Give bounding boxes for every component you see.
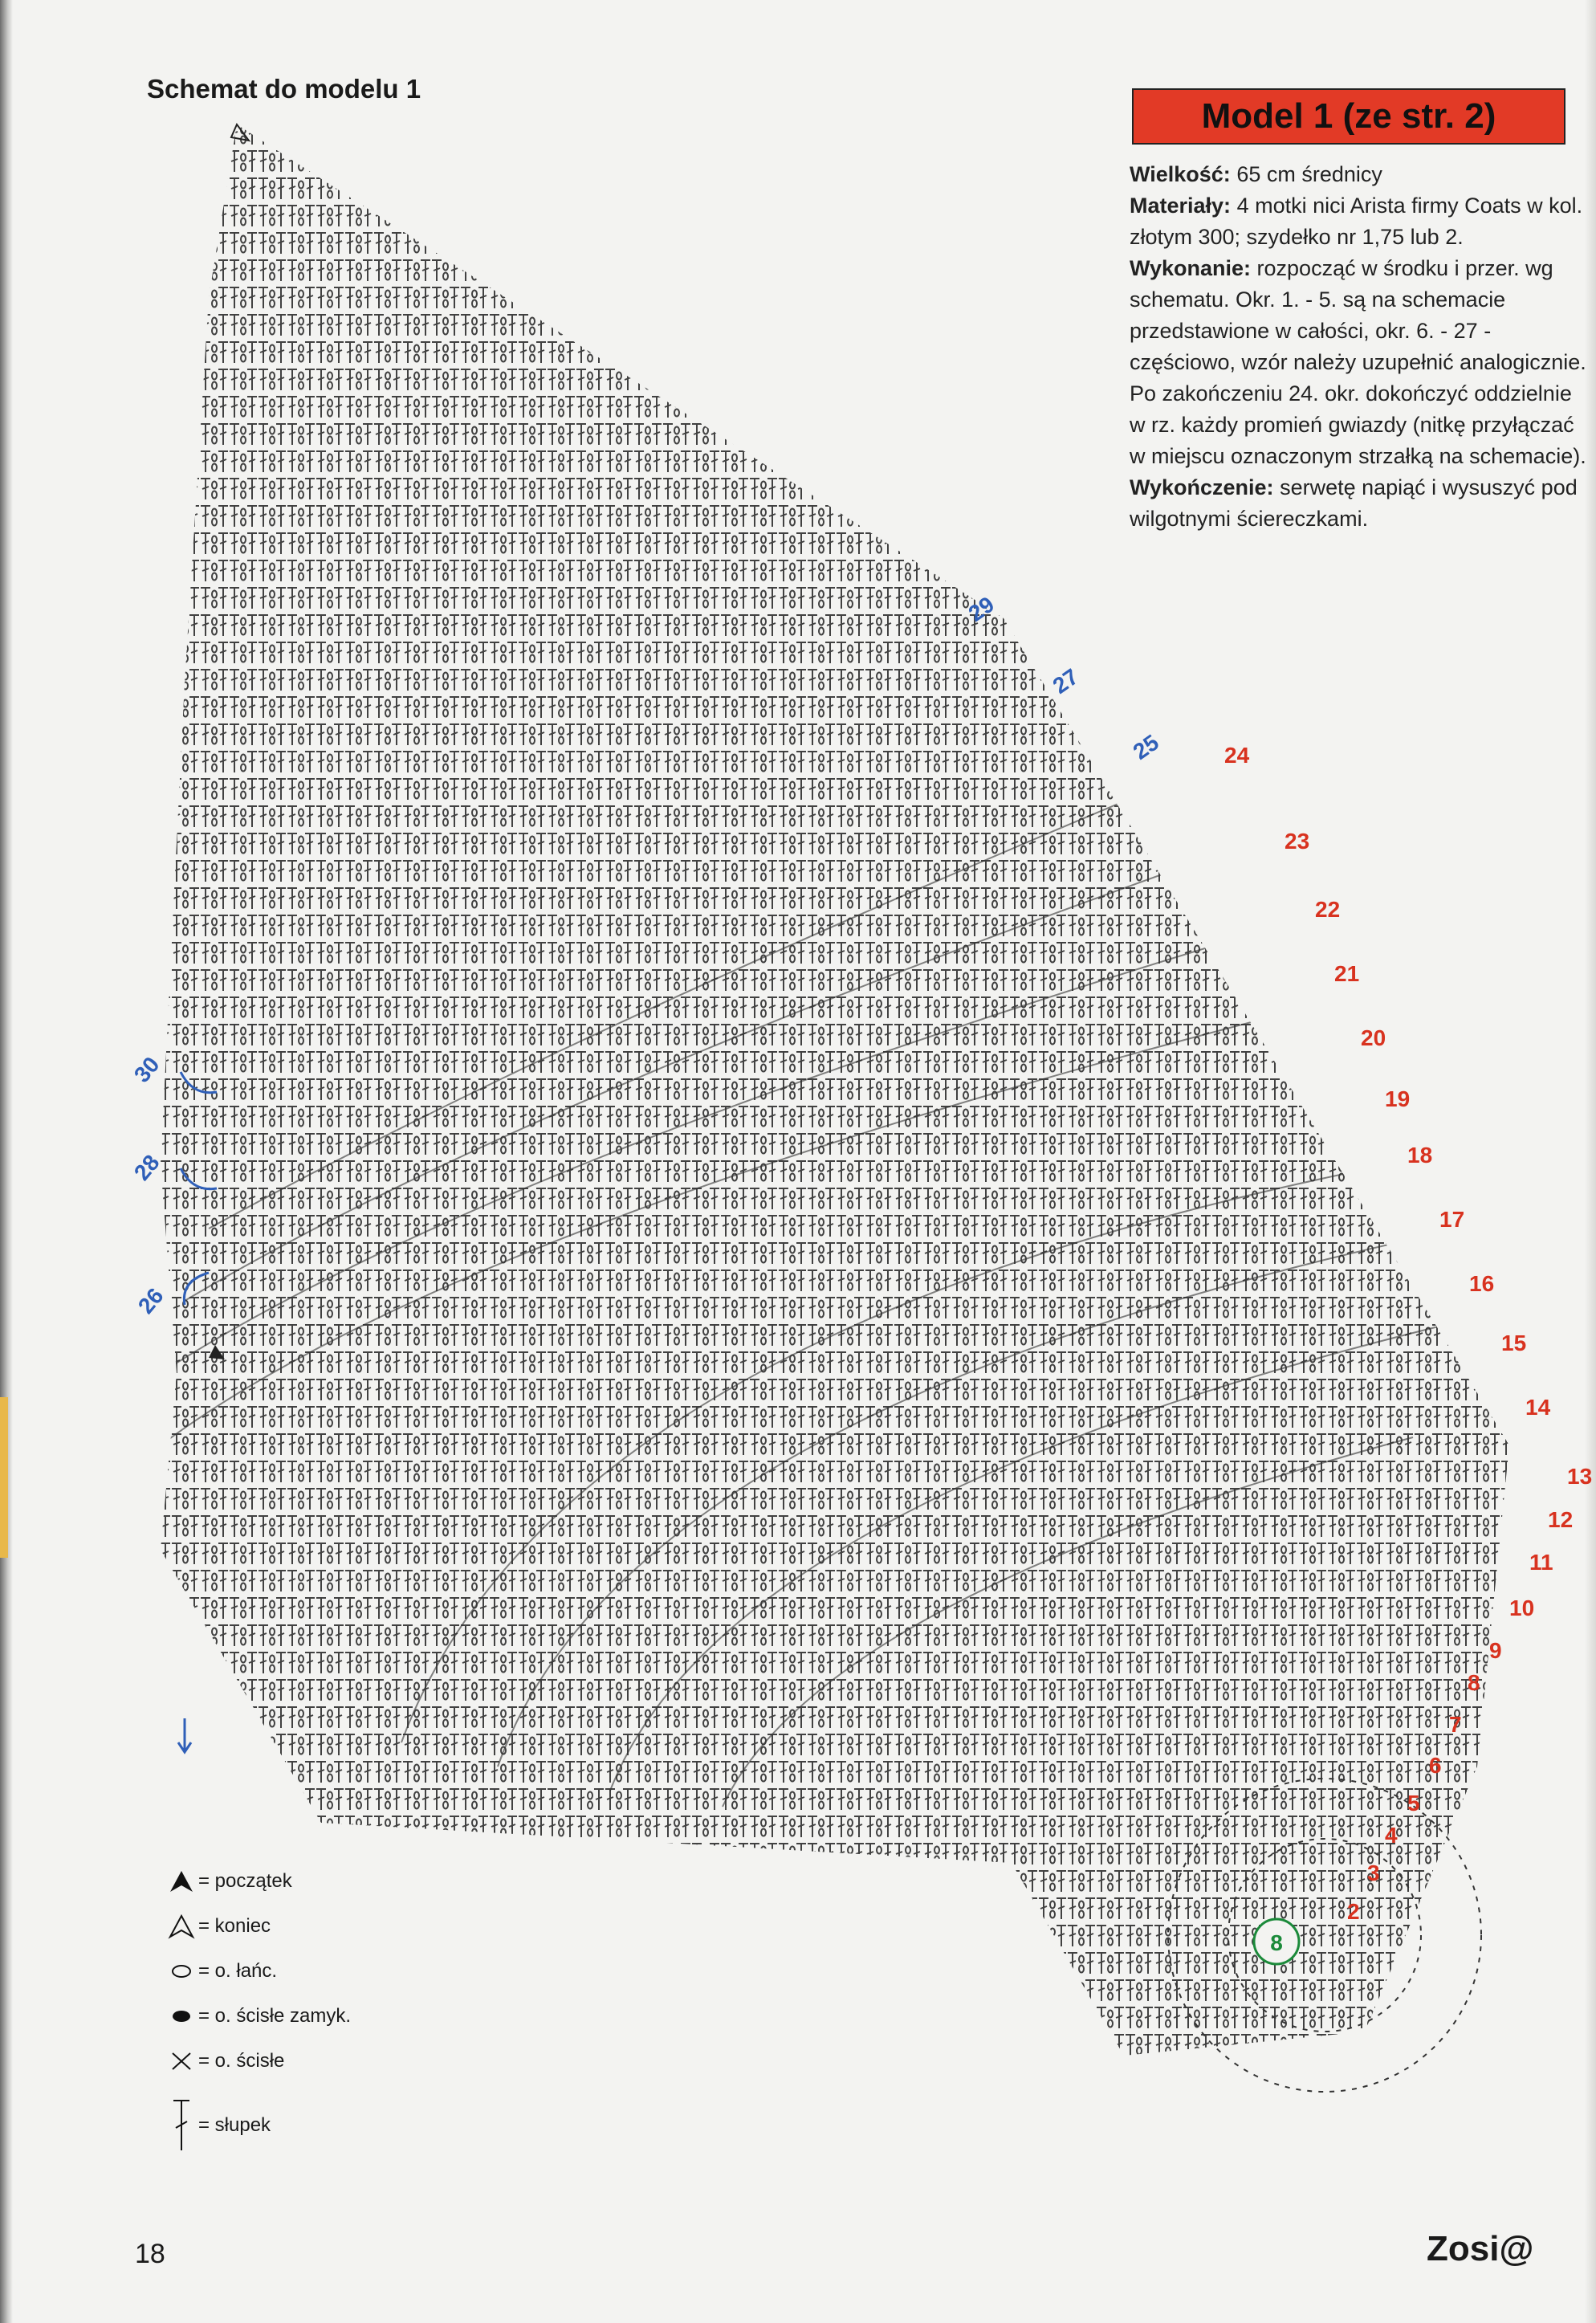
round-17: 17 bbox=[1439, 1207, 1465, 1232]
legend-label: = o. łańc. bbox=[198, 1960, 278, 1982]
round-3: 3 bbox=[1367, 1860, 1380, 1885]
legend-label: = koniec bbox=[198, 1915, 271, 1937]
round-2: 2 bbox=[1347, 1899, 1360, 1924]
legend bbox=[165, 1859, 351, 2158]
finish-label: Wykończenie: bbox=[1130, 475, 1274, 499]
legend-item bbox=[165, 1859, 351, 1904]
round-19: 19 bbox=[1385, 1086, 1411, 1111]
page-binding-shadow bbox=[0, 0, 13, 2323]
round-18: 18 bbox=[1407, 1143, 1433, 1168]
round-26: 26 bbox=[132, 1283, 169, 1318]
size-text: 65 cm średnicy bbox=[1230, 162, 1382, 186]
round-15: 15 bbox=[1501, 1331, 1527, 1355]
legend-item bbox=[165, 2039, 351, 2084]
round-16: 16 bbox=[1469, 1271, 1495, 1296]
size-label: Wielkość: bbox=[1130, 162, 1231, 186]
method-text: rozpocząć w środku i przer. wg schematu. Okr. 1. - 5. są na schemacie przedstawione w całości, okr. 6. - 27 - częściowo, wzór należy uzupełnić analogicznie. Po zakończeniu 24. okr. dokończyć oddzielnie w rz. każdy promień gwiazdy (nitkę przyłączać w miejscu oznaczonym strzałką na schemacie). bbox=[1130, 256, 1586, 468]
page-edge-color-strip bbox=[0, 1397, 8, 1558]
round-9: 9 bbox=[1489, 1638, 1502, 1663]
down-arrow-icon bbox=[178, 1718, 191, 1752]
round-5: 5 bbox=[1407, 1791, 1420, 1816]
round-25: 25 bbox=[1128, 729, 1163, 764]
crochet-chart bbox=[128, 120, 1593, 2088]
legend-label: = o. ścisłe bbox=[198, 2050, 285, 2072]
slip-stitch-icon bbox=[165, 2008, 198, 2024]
round-10: 10 bbox=[1509, 1596, 1535, 1620]
round-14: 14 bbox=[1525, 1395, 1551, 1420]
legend-item bbox=[165, 2093, 351, 2158]
legend-label: = początek bbox=[198, 1870, 292, 1892]
round-12: 12 bbox=[1548, 1507, 1574, 1532]
diagram-title: Schemat do modelu 1 bbox=[147, 74, 421, 104]
end-arrow-icon bbox=[165, 1914, 198, 1938]
legend-label: = o. ścisłe zamyk. bbox=[198, 2005, 352, 2027]
round-30: 30 bbox=[128, 1052, 165, 1087]
signature: Zosi@ bbox=[1427, 2229, 1534, 2268]
round-13: 13 bbox=[1567, 1464, 1593, 1489]
legend-item bbox=[165, 1994, 351, 2039]
materials-text: 4 motki nici Arista firmy Coats w kol. złotym 300; szydełko nr 1,75 lub 2. bbox=[1130, 194, 1583, 249]
legend-item bbox=[165, 1949, 351, 1994]
legend-label: = słupek bbox=[198, 2114, 271, 2136]
round-22: 22 bbox=[1315, 897, 1341, 922]
round-7: 7 bbox=[1449, 1712, 1462, 1737]
chain-stitch-icon bbox=[165, 1963, 198, 1979]
round-29: 29 bbox=[963, 591, 999, 626]
method-label: Wykonanie: bbox=[1130, 256, 1252, 280]
round-23: 23 bbox=[1285, 829, 1310, 854]
start-arrow-icon bbox=[165, 1869, 198, 1893]
round-6: 6 bbox=[1429, 1753, 1442, 1778]
single-crochet-icon bbox=[165, 2050, 198, 2072]
round-20: 20 bbox=[1361, 1025, 1386, 1050]
round-28: 28 bbox=[128, 1150, 165, 1185]
round-11: 11 bbox=[1529, 1550, 1553, 1575]
page-number: 18 bbox=[135, 2239, 165, 2269]
round-4: 4 bbox=[1385, 1823, 1398, 1848]
round-21: 21 bbox=[1334, 961, 1360, 986]
round-24: 24 bbox=[1224, 743, 1250, 768]
double-crochet-icon bbox=[165, 2097, 198, 2154]
finish-text: serwetę napiąć i wysuszyć pod wilgotnymi ściereczkami. bbox=[1130, 475, 1578, 531]
model-header-text: Model 1 (ze str. 2) bbox=[1201, 96, 1496, 136]
round-8: 8 bbox=[1468, 1670, 1480, 1695]
center-magic-ring-label: 8 bbox=[1270, 1930, 1283, 1955]
legend-item bbox=[165, 1904, 351, 1949]
stitch-rows bbox=[161, 120, 1593, 2088]
round-27: 27 bbox=[1048, 663, 1083, 699]
materials-label: Materiały: bbox=[1130, 194, 1232, 218]
